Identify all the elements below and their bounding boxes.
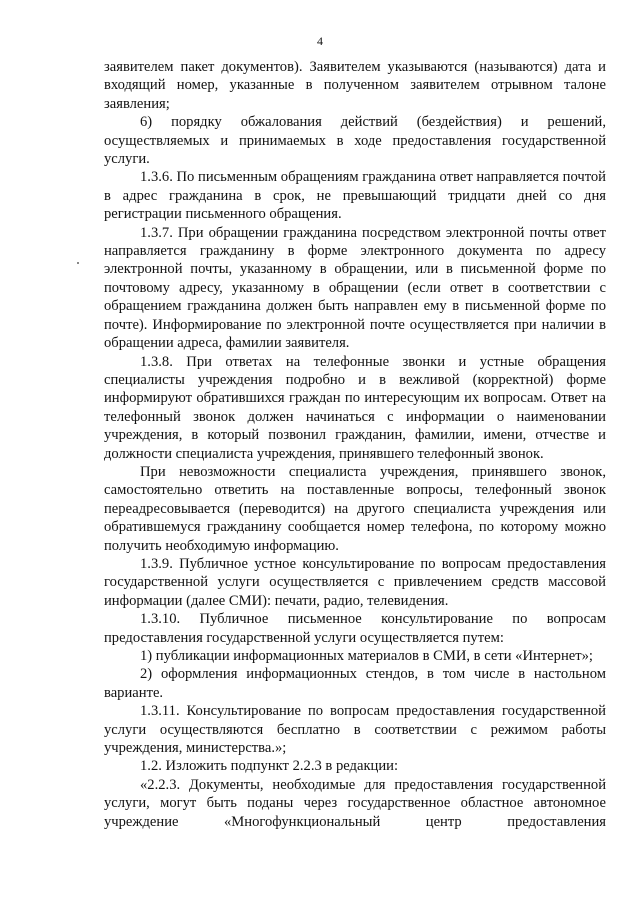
paragraph-continuation: заявителем пакет документов). Заявителем указываются (называются) дата и входящий номер, указанные в полученном заявителем отрывном талоне заявления; (104, 59, 606, 112)
list-item-2: 2) оформления информационных стендов, в том числе в настольном варианте. (104, 666, 606, 701)
paragraph-1-3-8: 1.3.8. При ответах на телефонные звонки и устные обращения специалисты учреждения подробно и в вежливой (корректной) форме информируют обратившихся граждан по интересующим их вопросам. Ответ на телефонный звонок должен начинаться с информации о наименовании учреждения, в который позвонил гражданин, фамилии, имени, отчестве и должности специалиста учреждения, принявшего телефонный звонок. (104, 353, 606, 462)
paragraph-1-2: 1.2. Изложить подпункт 2.2.3 в редакции: (140, 758, 399, 775)
paragraph-2-2-3: «2.2.3. Документы, необходимые для предоставления государственной услуги, могут быть поданы через государственное областное автономное учреждение «Многофункциональный центр предоставления (104, 776, 606, 830)
paragraph-1-3-10: 1.3.10. Публичное письменное консультирование по вопросам предоставления государственной услуги осуществляется путем: (104, 611, 606, 646)
paragraph-1-3-9: 1.3.9. Публичное устное консультирование по вопросам предоставления государственной услуги осуществляется с привлечением средств массовой информации (далее СМИ): печати, радио, телевидения. (104, 555, 606, 609)
document-body (104, 58, 606, 831)
page-number: 4 (317, 34, 323, 48)
paragraph-1-3-11: 1.3.11. Консультирование по вопросам предоставления государственной услуги осуществляются бесплатно в соответствии с режимом работы учреждения, министерства.»; (104, 703, 606, 757)
paragraph-redirect: При невозможности специалиста учреждения, принявшего звонок, самостоятельно ответить на поставленные вопросы, телефонный звонок переадресовывается (переводится) на другого специалиста учреждения или обратившемуся гражданину сообщается номер телефона, по которому можно получить необходимую информацию. (104, 463, 606, 554)
scan-speck (77, 262, 79, 264)
paragraph-1-3-6: 1.3.6. По письменным обращениям гражданина ответ направляется почтой в адрес гражданина в срок, не превышающий тридцати дней со дня регистрации письменного обращения. (104, 169, 606, 223)
paragraph-1-3-7: 1.3.7. При обращении гражданина посредством электронной почты ответ направляется гражданину в форме электронного документа по адресу электронной почты, указанному в обращении, или в письменной форме по почтовому адресу, указанному в обращении (если ответ в соответствии с обращением гражданина должен быть направлен ему в письменной форме по почте). Информирование по электронной почте осуществляется при наличии в обращении адреса, фамилии заявителя. (104, 224, 606, 352)
paragraph-item-6: 6) порядку обжалования действий (бездействия) и решений, осуществляемых и принимаемых в ходе предоставления государственной услуги. (104, 114, 606, 168)
list-item-1: 1) публикации информационных материалов в СМИ, в сети «Интернет»; (140, 648, 593, 664)
